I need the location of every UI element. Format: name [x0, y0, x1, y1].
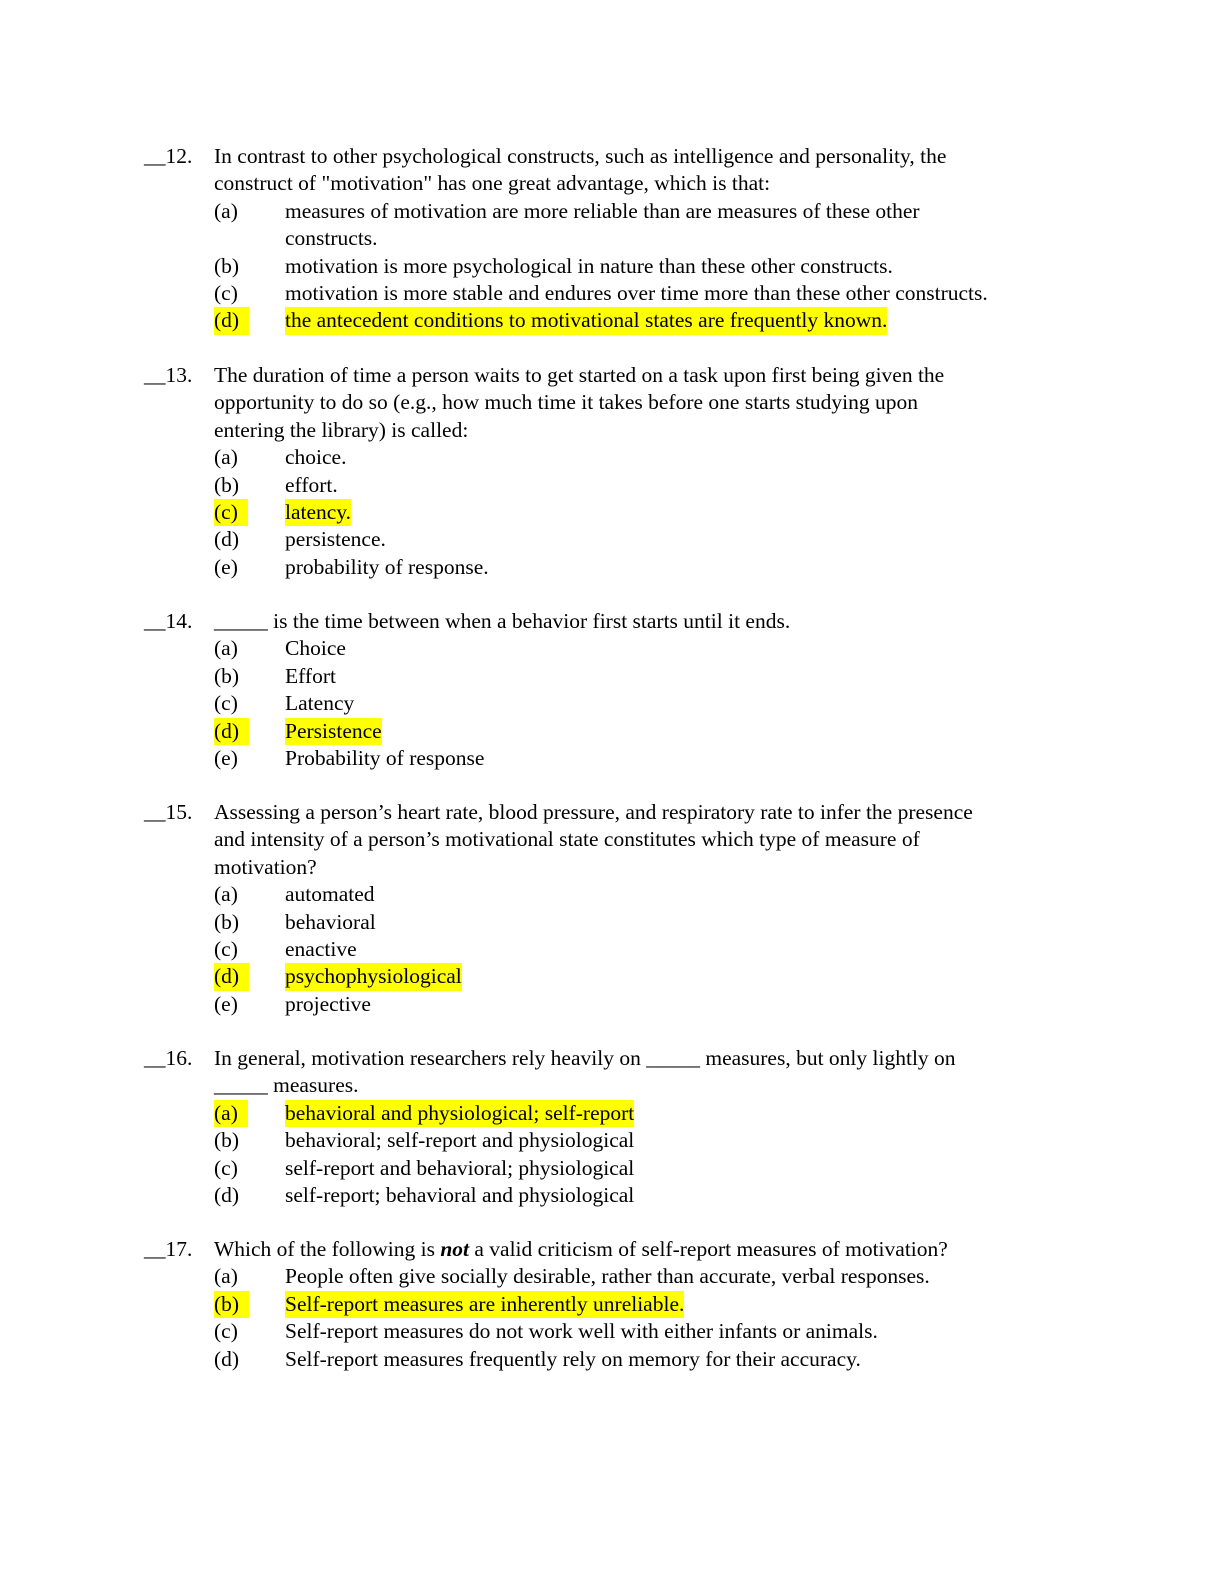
option-letter: (d) — [214, 307, 249, 334]
option-text: self-report and behavioral; physiological — [285, 1155, 635, 1180]
option-e — [144, 554, 1084, 581]
option-text: behavioral — [285, 909, 376, 934]
question-line — [144, 170, 1084, 197]
option-b — [144, 1127, 1084, 1154]
question-number: __14. — [144, 609, 193, 633]
question-16 — [144, 1045, 1084, 1209]
option-letter: (a) — [214, 882, 238, 907]
option-c — [144, 280, 1084, 307]
option-a-continued — [144, 225, 1084, 252]
question-text-after: a valid criticism of self-report measures of motivation? — [469, 1237, 948, 1261]
question-text: entering the library) is called: — [214, 417, 469, 442]
question-text: In contrast to other psychological constructs, such as intelligence and personality, the — [214, 144, 947, 168]
option-letter: (e) — [214, 745, 238, 770]
option-c — [144, 1155, 1084, 1182]
option-letter: (c) — [214, 1319, 238, 1344]
question-line — [144, 799, 1084, 826]
option-text: Effort — [285, 663, 336, 688]
question-12 — [144, 143, 1084, 335]
question-number: __15. — [144, 800, 193, 824]
option-b — [144, 253, 1084, 280]
option-letter: (c) — [214, 691, 238, 716]
question-text: motivation? — [214, 854, 317, 879]
option-text: Probability of response — [285, 745, 485, 770]
option-letter: (c) — [214, 936, 238, 961]
question-text: The duration of time a person waits to get started on a task upon first being given the — [214, 363, 945, 387]
option-text: Self-report measures do not work well with either infants or animals. — [285, 1319, 878, 1344]
option-text: psychophysiological — [285, 963, 462, 990]
option-b — [144, 472, 1084, 499]
option-letter: (c) — [214, 499, 248, 526]
question-15 — [144, 799, 1084, 1018]
option-text: Persistence — [285, 718, 382, 745]
question-number: __16. — [144, 1046, 193, 1070]
question-number: __17. — [144, 1237, 193, 1261]
option-text: motivation is more stable and endures over time more than these other constructs. — [285, 280, 988, 305]
option-text: effort. — [285, 472, 338, 497]
option-a — [144, 444, 1084, 471]
question-text: _____ measures. — [214, 1073, 359, 1098]
option-a — [144, 881, 1084, 908]
question-17 — [144, 1236, 1084, 1373]
option-letter: (a) — [214, 198, 238, 223]
option-letter: (b) — [214, 1291, 249, 1318]
option-letter: (a) — [214, 445, 238, 470]
option-text: behavioral; self-report and physiological — [285, 1128, 635, 1153]
option-e — [144, 991, 1084, 1018]
question-line — [144, 389, 1084, 416]
option-letter: (a) — [214, 636, 238, 661]
question-line — [144, 1236, 1084, 1263]
option-c — [144, 1318, 1084, 1345]
option-text: Choice — [285, 636, 346, 661]
option-a — [144, 635, 1084, 662]
option-text: People often give socially desirable, rather than accurate, verbal responses. — [285, 1264, 930, 1289]
option-e — [144, 745, 1084, 772]
question-text: and intensity of a person’s motivational state constitutes which type of measure of — [214, 827, 920, 852]
option-letter: (b) — [214, 663, 240, 688]
option-b — [144, 663, 1084, 690]
option-c-answer — [144, 499, 1084, 526]
question-text: Assessing a person’s heart rate, blood pressure, and respiratory rate to infer the presence — [214, 800, 973, 824]
option-letter: (d) — [214, 1182, 240, 1207]
option-b-answer — [144, 1291, 1084, 1318]
option-text: Self-report measures are inherently unreliable. — [285, 1291, 684, 1318]
option-text: constructs. — [285, 226, 378, 251]
option-text: motivation is more psychological in nature than these other constructs. — [285, 253, 893, 278]
option-letter: (c) — [214, 280, 238, 305]
question-text: construct of "motivation" has one great advantage, which is that: — [214, 171, 771, 196]
question-13 — [144, 362, 1084, 581]
option-a — [144, 198, 1084, 225]
question-number: __12. — [144, 144, 193, 168]
option-text: measures of motivation are more reliable than are measures of these other — [285, 198, 920, 223]
option-letter: (b) — [214, 1128, 240, 1153]
option-text: choice. — [285, 445, 347, 470]
option-d — [144, 1182, 1084, 1209]
option-letter: (d) — [214, 963, 249, 990]
question-14 — [144, 608, 1084, 772]
question-line — [144, 1072, 1084, 1099]
question-line — [144, 1045, 1084, 1072]
option-letter: (d) — [214, 527, 240, 552]
option-d-answer — [144, 307, 1084, 334]
option-text: behavioral and physiological; self-report — [285, 1100, 634, 1127]
option-letter: (e) — [214, 991, 238, 1016]
question-line — [144, 854, 1084, 881]
option-text: automated — [285, 882, 375, 907]
option-b — [144, 909, 1084, 936]
option-d — [144, 1346, 1084, 1373]
question-text: _____ is the time between when a behavior first starts until it ends. — [214, 609, 791, 633]
question-line — [144, 143, 1084, 170]
option-letter: (d) — [214, 718, 249, 745]
option-d-answer — [144, 963, 1084, 990]
option-letter: (b) — [214, 909, 240, 934]
option-text: self-report; behavioral and physiological — [285, 1182, 635, 1207]
option-text: Self-report measures frequently rely on memory for their accuracy. — [285, 1346, 861, 1371]
option-letter: (c) — [214, 1155, 238, 1180]
question-text — [214, 1236, 948, 1263]
question-text: opportunity to do so (e.g., how much time it takes before one starts studying upon — [214, 390, 919, 415]
option-text: persistence. — [285, 527, 386, 552]
question-text-emphasis: not — [440, 1237, 469, 1261]
question-line — [144, 417, 1084, 444]
question-line — [144, 362, 1084, 389]
option-text: the antecedent conditions to motivational states are frequently known. — [285, 307, 887, 334]
option-letter: (d) — [214, 1346, 240, 1371]
option-text: probability of response. — [285, 554, 489, 579]
option-letter: (b) — [214, 472, 240, 497]
option-letter: (b) — [214, 253, 240, 278]
question-line — [144, 826, 1084, 853]
option-letter: (a) — [214, 1264, 238, 1289]
option-letter: (a) — [214, 1100, 248, 1127]
option-a-answer — [144, 1100, 1084, 1127]
option-c — [144, 690, 1084, 717]
option-d-answer — [144, 718, 1084, 745]
question-number: __13. — [144, 363, 193, 387]
question-line — [144, 608, 1084, 635]
question-text-before: Which of the following is — [214, 1237, 441, 1261]
option-a — [144, 1263, 1084, 1290]
option-text: projective — [285, 991, 371, 1016]
option-text: latency. — [285, 499, 351, 526]
option-c — [144, 936, 1084, 963]
option-text: enactive — [285, 936, 357, 961]
question-text: In general, motivation researchers rely heavily on _____ measures, but only lightly on — [214, 1046, 956, 1070]
option-d — [144, 526, 1084, 553]
option-text: Latency — [285, 691, 355, 716]
option-letter: (e) — [214, 554, 238, 579]
